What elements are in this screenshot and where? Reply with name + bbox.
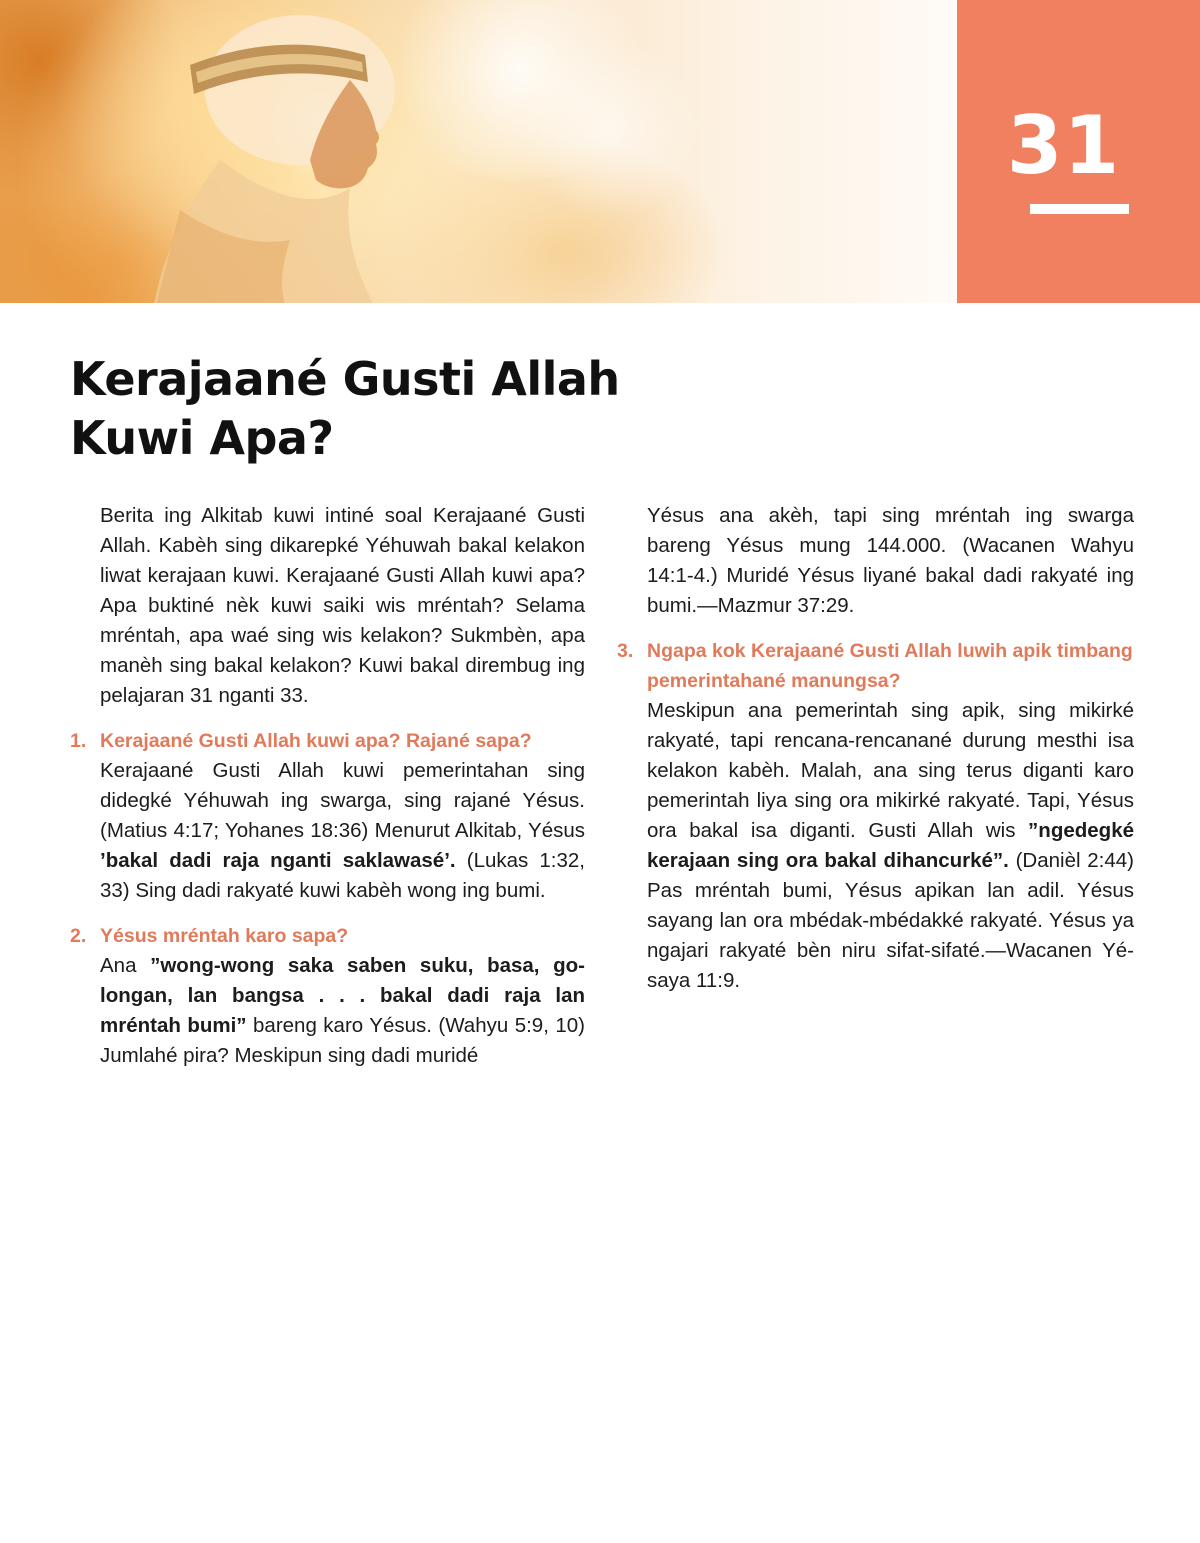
question-3-number: 3. <box>617 640 634 662</box>
title-line-1: Kerajaané Gusti Allah <box>70 352 620 406</box>
page-title <box>70 350 670 468</box>
right-column <box>617 501 1134 996</box>
answer-1-paragraph <box>70 756 585 906</box>
answer-1-text-b: (Lukas 1:32, 33) Sing dadi rakyaté kuwi kabèh wong ing bumi. <box>100 849 585 902</box>
answer-2-paragraph <box>70 951 585 1071</box>
intro-paragraph: Berita ing Alkitab kuwi intiné soal Kerajaané Gusti Allah. Kabèh sing dikarepké Yéhuwah bakal kelakon liwat kerajaan kuwi. Kerajaané Gusti Allah kuwi apa? Apa buktiné nèk kuwi saiki wis mréntah? Selama mréntah, apa waé sing wis kelakon? Sukmbèn, apa manèh sing bakal kelakon? Kuwi bakal dirembug ing pelajaran 31 nganti 33. <box>100 504 585 707</box>
left-column <box>70 501 585 1071</box>
answer-3-text-a: Meskipun ana pemerintah sing apik, sing mikirké rakyaté, tapi rencana-rencanané durung mesthi isa kelakon kabèh. Malah, ana sing terus diganti karo pemerintah liya sing ora mikirké rakyaté. Tapi, Yésus ora bakal isa diganti. Gusti Allah wis <box>647 699 1134 842</box>
answer-3-quote: ”ngedegké kerajaan sing ora bakal dihancurké”. <box>647 819 1134 872</box>
answer-3-text-b: (Danièl 2:44) Pas mréntah bumi, Yésus apikan lan adil. Yésus sayang lan ora mbédak-mbédakké rakyaté. Yésus ya ngajari rakyaté bèn niru sifat-sifaté.—Wacanen Yésaya 11:9. <box>647 849 1134 992</box>
question-3-text: Ngapa kok Kerajaané Gusti Allah luwih apik timbang pemerintahané manungsa? <box>647 640 1133 692</box>
question-3 <box>617 636 1134 696</box>
answer-2-text-b: bareng karo Yésus. (Wahyu 5:9, 10) Jumlahé pira? Meskipun sing dadi muridé <box>100 1014 585 1067</box>
question-2 <box>70 921 585 951</box>
king-figure-image <box>150 10 410 303</box>
answer-2-quote: ”wong-wong saka saben suku, basa, golongan, lan bangsa . . . bakal dadi raja lan mréntah bumi” <box>100 954 585 1037</box>
lesson-number-badge <box>957 0 1200 303</box>
lesson-number: 31 <box>1006 99 1121 192</box>
question-2-text: Yésus mréntah karo sapa? <box>100 925 349 947</box>
header-illustration <box>0 0 957 303</box>
answer-2-continued: Yésus ana akèh, tapi sing mréntah ing swarga bareng Yésus mung 144.000. (Wacanen Wahyu 14:1-4.) Muridé Yésus liyané bakal dadi rakyaté ing bumi.—Mazmur 37:29. <box>647 504 1134 617</box>
question-1-text: Kerajaané Gusti Allah kuwi apa? Rajané sapa? <box>100 730 532 752</box>
answer-3-paragraph <box>617 696 1134 996</box>
question-1 <box>70 726 585 756</box>
answer-1-quote: ’bakal dadi raja nganti saklawasé’. <box>100 849 456 872</box>
title-line-2: Kuwi Apa? <box>70 411 334 465</box>
question-2-number: 2. <box>70 925 87 947</box>
answer-2-text-a: Ana <box>100 954 151 977</box>
badge-underline <box>1030 204 1129 214</box>
question-1-number: 1. <box>70 730 87 752</box>
answer-1-text-a: Kerajaané Gusti Allah kuwi pemerintahan sing didegké Yéhuwah ing swarga, sing rajané Yésus. (Matius 4:17; Yohanes 18:36) Menurut Alkitab, Yésus <box>100 759 585 842</box>
